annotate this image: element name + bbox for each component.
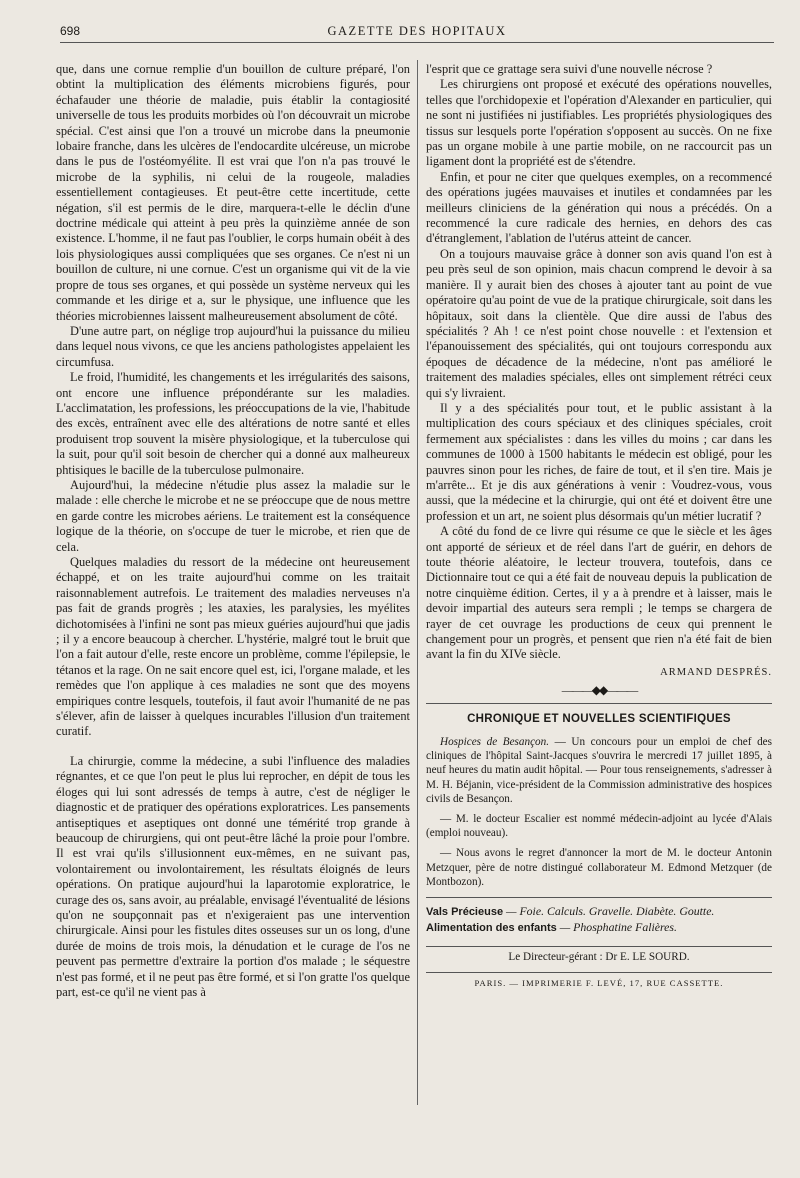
section-title: CHRONIQUE ET NOUVELLES SCIENTIFIQUES: [467, 712, 731, 725]
paragraph: l'esprit que ce grattage sera suivi d'une nouvelle nécrose ?: [426, 62, 713, 76]
left-column: [56, 62, 410, 1102]
manager-line: Le Directeur-gérant : Dr E. LE SOURD.: [426, 946, 772, 965]
author-signature: ARMAND DESPRÉS.: [660, 666, 772, 678]
paragraph: D'une autre part, on néglige trop aujourd'hui la puissance du milieu dans lequel nous vivons, ce que les anciens pathologistes appelaient les circumfusa.: [56, 323, 410, 369]
news-text: — Un concours pour un emploi de chef des cliniques de l'hôpital Saint-Jacques s'ouvrira le mercredi 17 juillet 1895, à neuf heures du matin audit hôpital. — Pour tous renseignements, s'adresser à M. H. Béjanin, vice-président de la Commission administrative des hospices civils de Besançon.: [426, 736, 772, 805]
ad-brand: Alimentation des enfants: [426, 922, 557, 935]
paragraph: Le froid, l'humidité, les changements et les irrégularités des saisons, ont encore une influence prépondérante sur les maladies. L'acclimatation, les professions, les préoccupations de la vie, l'habitude des excès, entraînent avec elle des altérations de notre santé et elles produisent trop souvent la misère physiologique, et la tuberculose qui la suit, pour qu'il soit besoin de chercher qui a donné aux malheureux phtisiques le bacille de la tuberculose pulmonaire.: [56, 370, 410, 477]
news-lead: Hospices de Besançon.: [440, 736, 550, 749]
section-rule: [426, 703, 772, 704]
page-number: 698: [60, 24, 81, 38]
news-item: [426, 735, 772, 806]
paragraph: Enfin, et pour ne citer que quelques exemples, on a recommencé des opérations jugées mauvaises et inutiles et condamnées par les meilleurs cliniciens de la génération qui nous a précédés. On a recommencé la cure radicale des hernies, en dehors des cas d'étranglement, l'ablation de l'utérus atteint de cancer.: [426, 169, 772, 246]
news-item: — Nous avons le regret d'annoncer la mort de M. le docteur Antonin Metzquer, père de notre distingué collaborateur M. Edmond Metzquer (de Montbozon).: [426, 847, 772, 888]
advertisement: [426, 904, 772, 920]
ad-text: — Foie. Calculs. Gravelle. Diabète. Goutte.: [503, 904, 715, 919]
paragraph: Aujourd'hui, la médecine n'étudie plus assez la maladie sur le malade : elle cherche le microbe et ne se préoccupe que de nous mettre en garde contre les microbes aériens. Le traitement est la conséquence logique de la théorie, on s'occupe de tuer le microbe, et rien que de cela.: [56, 477, 410, 554]
column-divider: [417, 60, 418, 1105]
paragraph: A côté du fond de ce livre qui résume ce que le siècle et les âges ont apporté de sérieux et de réel dans l'art de guérir, en dehors de toute théorie aléatoire, le lecteur trouvera, toutefois, dans ce Dictionnaire tout ce qui a été fait de nouveau depuis la publication de notre cinquième édition. Certes, il y a à prendre et à laisser, mais le devoir impartial des auteurs sera rempli ; le temps se chargera de rayer de cet ouvrage les productions de ceux qui prennent le changement pour un progrès, et pensent que rien n'a été fait de bien avant la fin du XIVe siècle.: [426, 524, 772, 662]
ad-brand: Vals Précieuse: [426, 906, 504, 919]
paragraph: Il y a des spécialités pour tout, et le public assistant à la multiplication des cours spéciaux et des cliniques spéciales, croit fermement aux spécialistes : dans les villes du moins ; car dans les communes de 1000 à 1500 habitants le médecin est obligé, pour les pauvres sinon pour les riches, de faire de tout, et il s'en tire. Mais je m'arrête... Et je dis aux générations à venir : Voudrez-vous, vous aussi, que la médecine et la chirurgie, qui ont été et doivent être une profession et un art, ne soient plus désormais qu'un métier lucratif ?: [426, 400, 772, 523]
paragraph-gap: [56, 740, 410, 754]
imprint-line: PARIS. — IMPRIMERIE F. LEVÉ, 17, RUE CASSETTE.: [426, 972, 772, 991]
ad-text: — Phosphatine Falières.: [556, 920, 677, 935]
paragraph: On a toujours mauvaise grâce à donner son avis quand l'on est à peu près seul de son opinion, mais chacun comprend le devoir à sa manière. Il y aurait bien des choses à ajouter tant au point de vue opératoire qu'au point de vue de la pratique chirurgicale, soit dans les hôpitaux, soit dans la clientèle. Que dire aussi de l'abus des spécialités ? Ah ! ce n'est point chose nouvelle : et l'extension et l'épanouissement des spécialités, qui ont toujours correspondu aux époques de décadence de la médecine, n'ont pas amélioré le traitement des maladies spéciales, elles ont simplement rétréci ceux qui s'y livraient.: [426, 246, 772, 400]
paragraph: Les chirurgiens ont proposé et exécuté des opérations nouvelles, telles que l'orchidopexie et l'opération d'Alexander en particulier, qui ne sont ni justifiées ni justifiables. Les propriétés physiologiques des tissus sur lesquels porte l'opération s'opposent au succès. On ne fixe pas un organe mobile à une partie mobile, on ne raccourcit pas un ligament dont la propriété est de s'étendre.: [426, 77, 772, 169]
right-column: [426, 62, 772, 1102]
paragraph: que, dans une cornue remplie d'un bouillon de culture préparé, l'on obtint la multiplication des éléments microbiens figurés, pour échafauder une théorie de maladie, puis établir la contagiosité universelle de tous les produits morbides où l'on découvrait un microbe spécial. C'est ainsi que l'on a trouvé un microbe dans la pneumonie lobaire franche, dans les ulcères de l'endocardite ulcéreuse, un microbe dans le pus de l'ostéomyélite. Il est vrai que l'on n'a pas trouvé le microbe de la syphilis, ni celui de la rougeole, maladies essentiellement contagieuses. Et peut-être cette incertitude, cette négation, s'il est permis de le dire, marquera-t-elle le déclin d'une doctrine médicale qui atteint à peu près la quinzième année de son existence. L'homme, il ne faut pas l'oublier, le corps humain obéit à des lois physiologiques aussi compliquées que ses organes. Ce n'est ni un bouillon de culture, ni une cornue. C'est un organisme qui vit de la vie propre de tous ses organes, et qui possède un système nerveux qui les commande et les dirige et a, sur le physique, une influence que les théories microbiennes laissent malheureusement absolument de côté.: [56, 62, 410, 323]
running-title: GAZETTE DES HOPITAUX: [327, 24, 507, 38]
paragraph: Quelques maladies du ressort de la médecine ont heureusement échappé, et on les traite aujourd'hui comme on les traitait raisonnablement autrefois. Le traitement des maladies nerveuses n'a pas fait de grands progrès ; les ataxies, les paralysies, les myélites dichotomisées à l'infini ne sont pas mieux guéries aujourd'hui que jadis ; il y a encore beaucoup à chercher. L'hystérie, malgré tout le bruit que l'on a fait autour d'elle, reste encore un problème, comme l'épilepsie, le tétanos et la rage. On ne sait encore quel est, ici, l'organe malade, et les remèdes que l'on applique à ces maladies ne sont que des moyens empiriques contre lesquels, toutefois, il faut avoir l'humanité de ne pas s'élever, afin de laisser à quelques incurables l'illusion d'un traitement curatif.: [56, 555, 410, 739]
news-item: — M. le docteur Escalier est nommé médecin-adjoint au lycée d'Alais (emploi nouveau).: [426, 813, 772, 840]
ornament-separator: ———◆◆———: [561, 683, 637, 698]
ad-rule: [426, 897, 772, 898]
paragraph: La chirurgie, comme la médecine, a subi l'influence des maladies régnantes, et ce que l'on peut le plus lui reprocher, en dépit de tous les éloges qui lui sont adressés de temps à autre, c'est de négliger le diagnostic et de pratiquer des opérations exploratrices. Les pansements antiseptiques et aseptiques ont donné une témérité trop grande à beaucoup de chirurgiens, qui ont peut-être lâché la proie pour l'ombre. Il est vrai qu'ils s'illusionnent eux-mêmes, en ne suivant pas, volontairement ou involontairement, les résultats éloignés de leurs opérations. On pratique aujourd'hui la laparotomie exploratrice, le curage des os, sans avoir, au préalable, envisagé l'éventualité de lésions qu'on ne soupçonnait pas et n'exigeraient pas une intervention chirurgicale. Ainsi pour les fistules dites osseuses sur un os long, d'une durée de moins de trois mois, la dénudation et le curage de l'os ne peuvent pas permettre d'extraire la portion d'os malade ; le séquestre n'est pas formé, et il ne peut pas être formé, et si l'on gratte l'os quelque part, est-ce qu'il ne vient pas à: [56, 753, 410, 999]
advertisement: [426, 920, 772, 936]
page-header: [60, 24, 774, 43]
